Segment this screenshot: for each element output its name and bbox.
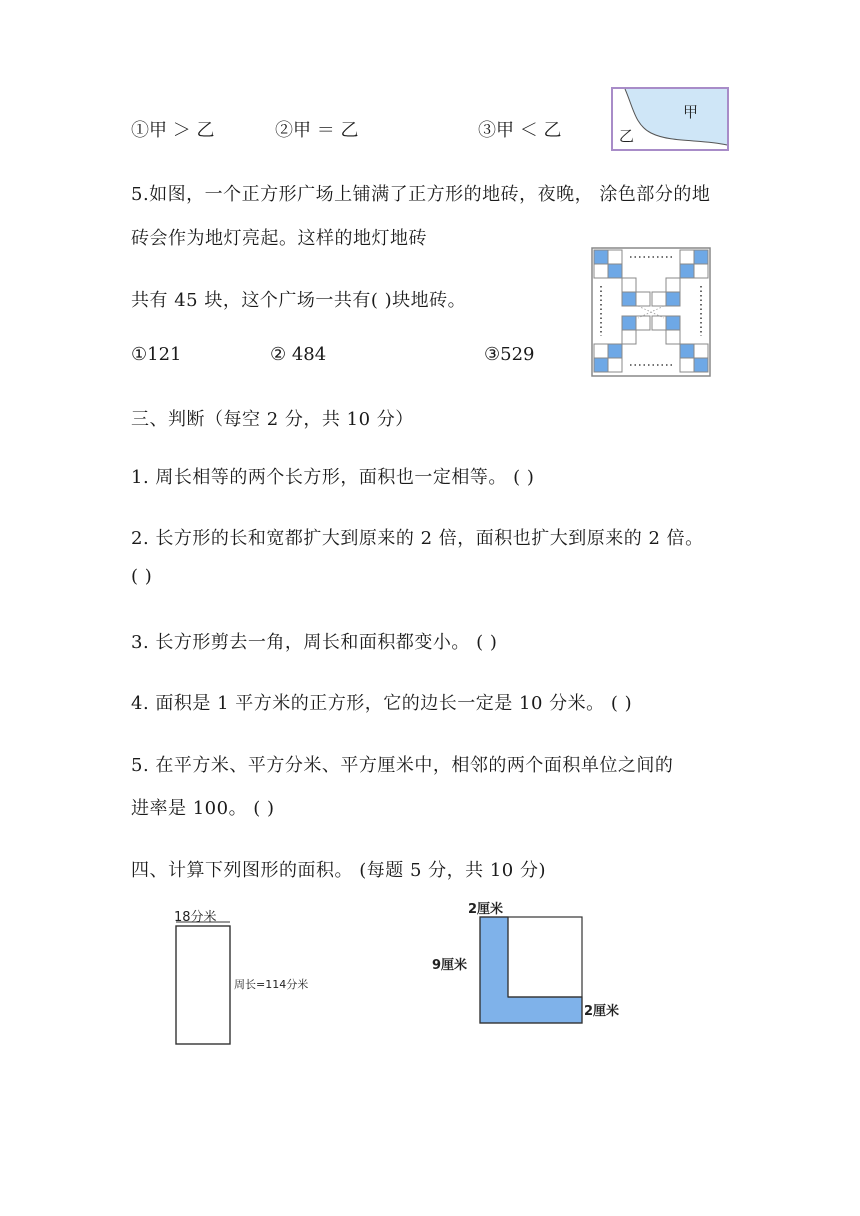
judge-item-1: 1. 周长相等的两个长方形，面积也一定相等。 ( ) — [131, 467, 535, 488]
perimeter-label: 周长=114分米 — [234, 978, 309, 991]
q5-option-3: ③529 — [484, 344, 535, 365]
q5-option-2: ② 484 — [270, 344, 327, 365]
option-1: ①甲 ＞ 乙 — [131, 120, 215, 141]
judge-item-5-cont: 进率是 100。 ( ) — [131, 798, 275, 819]
judge-item-4: 4. 面积是 1 平方米的正方形，它的边长一定是 10 分米。 ( ) — [131, 693, 633, 714]
option-3: ③甲 ＜ 乙 — [478, 120, 562, 141]
section4-title: 四、计算下列图形的面积。 (每题 5 分，共 10 分) — [131, 860, 547, 881]
width-label: 18分米 — [174, 910, 217, 925]
top-label: 2厘米 — [468, 902, 504, 917]
left-label: 9厘米 — [432, 958, 468, 973]
l-shape-figure — [428, 893, 638, 1033]
jia-yi-figure — [611, 87, 729, 151]
q5-line2: 砖会作为地灯亮起。这样的地灯地砖 — [131, 228, 427, 249]
tile-square-figure — [590, 246, 712, 378]
section3-title: 三、判断（每空 2 分，共 10 分） — [131, 409, 414, 430]
rectangle-figure — [168, 902, 328, 1052]
judge-item-2: 2. 长方形的长和宽都扩大到原来的 2 倍，面积也扩大到原来的 2 倍。 — [131, 528, 704, 549]
label-yi: 乙 — [619, 127, 635, 145]
q5-line1: 5.如图，一个正方形广场上铺满了正方形的地砖，夜晚， 涂色部分的地 — [131, 184, 711, 205]
q5-line3: 共有 45 块，这个广场一共有( )块地砖。 — [131, 290, 467, 311]
option-2: ②甲 ＝ 乙 — [275, 120, 359, 141]
right-label: 2厘米 — [584, 1004, 620, 1019]
judge-item-5: 5. 在平方米、平方分米、平方厘米中，相邻的两个面积单位之间的 — [131, 755, 674, 776]
q5-option-1: ①121 — [131, 344, 182, 365]
label-jia: 甲 — [683, 103, 699, 121]
judge-item-3: 3. 长方形剪去一角，周长和面积都变小。 ( ) — [131, 632, 498, 653]
judge-item-2-bracket: ( ) — [131, 566, 153, 587]
